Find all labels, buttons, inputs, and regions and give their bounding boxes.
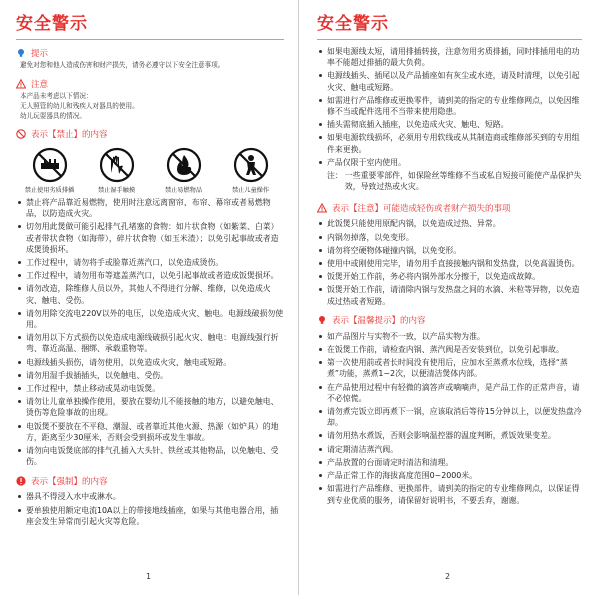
list-item: 在饭煲工作前，请检查内锅、蒸汽阀是否安装到位，以免引起事故。 (317, 344, 582, 355)
prohibit-icon-row (16, 147, 284, 194)
no-children-icon (233, 147, 269, 183)
page-title: 安全警示 (16, 14, 88, 34)
note-label: 注： (327, 171, 343, 181)
list-item: 请勿改造，除维修人员以外，其他人不得进行分解、维修，以免造成火灾、触电、受伤。 (16, 283, 284, 305)
prohibit-item (88, 147, 146, 194)
no-wet-hands-icon (99, 147, 135, 183)
warning-triangle-icon (317, 203, 327, 213)
attention-heading: 表示【注意】可能造成轻伤或者财产损失的事项 (317, 200, 582, 215)
list-item: 如果电源线太短，请用排插转接，注意勿用劣质排插，同时排插用电的功率不能超过排插的最大负荷。 (317, 46, 582, 68)
caution-heading: 注意 (16, 76, 284, 91)
caution-line: 幼儿玩耍器具的情况。 (20, 112, 86, 120)
prohibit-item (21, 147, 79, 194)
prohibit-item (222, 147, 280, 194)
list-item: 产品放置的台面请定时清洁和清理。 (317, 457, 582, 468)
list-item: 电饭煲不要放在不平稳、潮湿、或者靠近其他火源、热源（如炉具）的地方，距离至少30厘米，否则会受到损坏或发生事故。 (16, 421, 284, 443)
warning-triangle-icon (16, 79, 26, 89)
prohibit-label: 禁止儿童操作 (231, 187, 270, 194)
tips-list (317, 331, 582, 506)
page-number: 1 (146, 572, 152, 581)
list-item: 请勿煮完饭立即再煮下一锅，应该取消后等待15分钟以上，以便发热盘冷却。 (317, 406, 582, 428)
tips-heading: 表示【温馨提示】的内容 (317, 313, 582, 328)
list-item: 饭煲开始工作前，请清除内锅与发热盘之间的水滴、米粒等异物，以免造成过热或者短路。 (317, 284, 582, 306)
list-item: 使用中或刚使用完毕，请勿用手直接接触内锅和发热盘，以免高温烫伤。 (317, 258, 582, 269)
tip-heading: 提示 (16, 45, 284, 60)
list-item: 工作过程中，禁止移动或晃动电饭煲。 (16, 383, 284, 394)
prohibit-list (16, 197, 284, 467)
list-item: 如果电源软线损坏，必须用专用软线或从其制造商或维修部买到的专用组件来更换。 (317, 132, 582, 154)
caution-line: 无人照管的幼儿和残疾人对器具的使用。 (20, 102, 139, 110)
prohibit-item (155, 147, 213, 194)
list-item: 请勿向电饭煲底部的排气孔插入大头针、铁丝或其他物品，以免触电、受伤。 (16, 445, 284, 467)
list-item: 请勿将空硬物体碰撞内锅，以免变形。 (317, 245, 582, 256)
prohibit-label: 禁止易燃物品 (164, 187, 203, 194)
list-item: 请勿用湿手拔插插头，以免触电、受伤。 (16, 370, 284, 381)
list-item: 工作过程中，请勿将手或脸靠近蒸汽口，以免造成烫伤。 (16, 257, 284, 268)
note-text: 一些重要零部件，如保险丝等维修不当或私自短接可能使产品保护失效，导致过热或火灾。 (344, 171, 582, 192)
list-item: 饭煲开始工作前，务必将内锅外部水分擦干，以免造成故障。 (317, 271, 582, 282)
mandatory-list (16, 491, 284, 527)
list-item: 请定期清洁蒸汽阀。 (317, 444, 582, 455)
general-list (317, 46, 582, 168)
list-item: 电源线插头损伤，请勿使用，以免造成火灾、触电或短路。 (16, 357, 284, 368)
list-item: 在产品使用过程中有轻微的滴答声或嘀嘀声，是产品工作的正常声音，请不必惊慌。 (317, 382, 582, 404)
list-item: 器具不得浸入水中或淋水。 (16, 491, 284, 502)
page-number: 2 (445, 572, 451, 581)
no-power-strip-icon (32, 147, 68, 183)
list-item: 禁止将产品靠近易燃物，使用时注意远离窗帘、布帘、幕帘或者易燃物品，以防造成火灾。 (16, 197, 284, 219)
prohibit-icon (16, 129, 26, 139)
list-item: 要单独使用额定电流10A以上的带接地线插座，如果与其他电器合用，插座会发生异常而引起火灾等危险。 (16, 505, 284, 527)
list-item: 请勿用除交流电220V以外的电压，以免造成火灾、触电。电源线破损勿使用。 (16, 308, 284, 330)
lightbulb-icon (16, 48, 26, 58)
tip-text: 避免对您和他人造成伤害和财产损失，请务必遵守以下安全注意事项。 (20, 61, 225, 69)
list-item: 请勿用热水煮饭，否则会影响温控器的温度判断，煮饭效果变差。 (317, 430, 582, 441)
lightbulb-icon (317, 315, 327, 325)
list-item: 如需进行产品维修、更换部件，请到美的指定的专业维修网点，以保证得到专业优质的服务，请保留好说明书，不要丢弃，谢谢。 (317, 483, 582, 505)
prohibit-heading: 表示【禁止】的内容 (16, 126, 284, 141)
title-divider (317, 39, 582, 40)
list-item: 产品正常工作的海拔高度范围0~2000米。 (317, 470, 582, 481)
title-divider (16, 39, 284, 40)
list-item: 电源线插头、插尾以及产品插座如有灰尘或水迹，请及时清理，以免引起火灾、触电或短路。 (317, 70, 582, 92)
prohibit-label: 禁止湿手触摸 (97, 187, 136, 194)
list-item: 第一次使用前或者长时间没有使用后，应加水至蒸煮水位线，选择“蒸煮”功能，蒸煮1~2次，以便清洁煲体内部。 (317, 357, 582, 379)
list-item: 请勿用以下方式损伤以免造成电源线破损引起火灾、触电：电源线强行折弯、靠近高温、捆绑、承载重物等。 (16, 332, 284, 354)
list-item: 内锅勿掉落，以免变形。 (317, 232, 582, 243)
caution-line: 本产品未考虑以下情况： (20, 92, 93, 100)
exclamation-circle-icon (16, 476, 26, 486)
list-item: 此饭煲只能使用原配内锅，以免造成过热、异常。 (317, 218, 582, 229)
list-item: 请勿让儿童单独操作使用，要放在婴幼儿不能接触的地方，以避免触电、烫伤等危险事故的出现。 (16, 396, 284, 418)
list-item: 产品仅限于室内使用。 (317, 157, 582, 168)
list-item: 如需进行产品维修或更换零件，请到美的指定的专业维修网点，以免因维修不当或配件选用不当带来使用隐患。 (317, 95, 582, 117)
list-item: 工作过程中，请勿用布等遮盖蒸汽口，以免引起事故或者造成饭煲损坏。 (16, 270, 284, 281)
page-title: 安全警示 (317, 14, 389, 34)
note (317, 170, 582, 192)
list-item: 切勿用此煲做可能引起排气孔堵塞的食物：如片状食物（如紫菜、白菜）或者带状食物（如海带），碎片状食物（如玉米渣）；以免引起事故或者造成煲烫损坏。 (16, 221, 284, 255)
list-item: 插头需彻底插入插座，以免造成火灾、触电、短路。 (317, 119, 582, 130)
mandatory-heading: 表示【强制】的内容 (16, 473, 284, 488)
no-flammables-icon (166, 147, 202, 183)
page-2 (298, 0, 595, 595)
list-item: 如产品图片与实物不一致，以产品实物为准。 (317, 331, 582, 342)
attention-list (317, 218, 582, 306)
prohibit-label: 禁止使用劣质排插 (24, 187, 75, 194)
